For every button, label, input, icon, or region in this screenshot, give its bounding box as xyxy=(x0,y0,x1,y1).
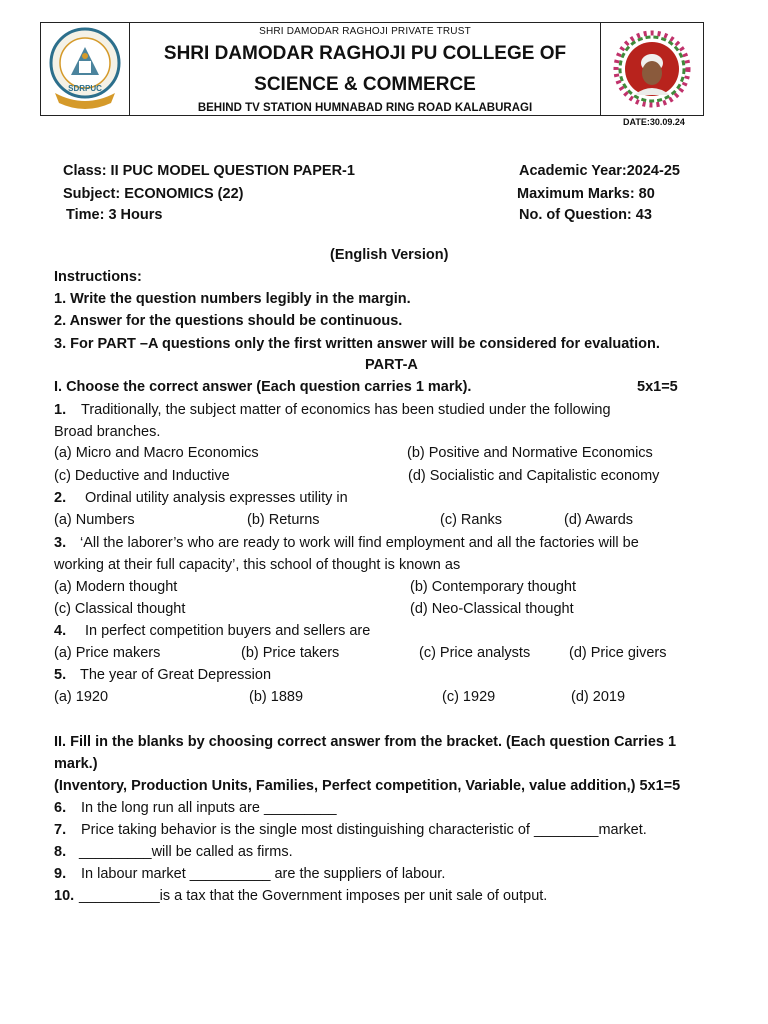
question-number: 6. xyxy=(54,800,67,816)
option: (c) 1929 xyxy=(442,689,496,705)
svg-text:SDRPUC: SDRPUC xyxy=(68,84,102,93)
portrait-wreath-icon xyxy=(601,23,703,115)
question-number: 2. xyxy=(54,490,67,506)
question-number: 1. xyxy=(54,402,67,418)
question-number: 4. xyxy=(54,623,67,639)
option: (b) Positive and Normative Economics xyxy=(407,445,653,461)
question-text: ‘All the laborer’s who are ready to work will find employment and all the factories will be xyxy=(80,535,639,551)
question-text: The year of Great Depression xyxy=(80,667,272,683)
instruction-item: 3. For PART –A questions only the first written answer will be considered for evaluation. xyxy=(54,336,660,352)
option: (d) 2019 xyxy=(571,689,626,705)
option: (d) Neo-Classical thought xyxy=(410,601,574,617)
time-info: Time: 3 Hours xyxy=(66,207,163,223)
version-label: (English Version) xyxy=(330,247,449,263)
question-number: 7. xyxy=(54,822,67,838)
section-2-bracket: (Inventory, Production Units, Families, Perfect competition, Variable, value addition,) 5x1=5 xyxy=(54,778,681,794)
question-text: _________will be called as firms. xyxy=(79,844,293,860)
option: (b) Contemporary thought xyxy=(410,579,577,595)
section-1-heading: I. Choose the correct answer (Each question carries 1 mark). xyxy=(54,379,472,395)
option: (d) Socialistic and Capitalistic economy xyxy=(408,468,660,484)
paper-date: DATE:30.09.24 xyxy=(623,117,685,127)
question-number: 5. xyxy=(54,667,67,683)
option: (a) Micro and Macro Economics xyxy=(54,445,259,461)
question-text: In labour market __________ are the suppliers of labour. xyxy=(81,866,446,882)
question-text: In perfect competition buyers and sellers are xyxy=(85,623,371,639)
college-title-block xyxy=(129,23,601,115)
logo-emblem-icon xyxy=(41,23,129,115)
question-text: Ordinal utility analysis expresses utility in xyxy=(85,490,348,506)
question-count: No. of Question: 43 xyxy=(519,207,652,223)
option: (b) Returns xyxy=(247,512,320,528)
part-a-heading: PART-A xyxy=(365,357,418,373)
college-name-line2: SCIENCE & COMMERCE xyxy=(254,74,476,95)
option: (a) Price makers xyxy=(54,645,161,661)
option: (a) 1920 xyxy=(54,689,109,705)
option: (c) Classical thought xyxy=(54,601,186,617)
option: (b) 1889 xyxy=(249,689,304,705)
max-marks: Maximum Marks: 80 xyxy=(517,186,655,202)
option: (a) Modern thought xyxy=(54,579,178,595)
subject-info: Subject: ECONOMICS (22) xyxy=(63,186,244,202)
option: (b) Price takers xyxy=(241,645,340,661)
option: (a) Numbers xyxy=(54,512,135,528)
question-number: 3. xyxy=(54,535,67,551)
question-text: __________is a tax that the Government imposes per unit sale of output. xyxy=(79,888,548,904)
college-logo xyxy=(41,23,130,115)
instructions-title: Instructions: xyxy=(54,269,142,285)
question-text: In the long run all inputs are _________ xyxy=(81,800,337,816)
option: (c) Deductive and Inductive xyxy=(54,468,230,484)
founder-photo xyxy=(600,23,703,115)
option: (d) Awards xyxy=(564,512,634,528)
question-text: working at their full capacity’, this school of thought is known as xyxy=(54,557,461,573)
question-number: 8. xyxy=(54,844,67,860)
college-name-line1: SHRI DAMODAR RAGHOJI PU COLLEGE OF xyxy=(163,43,567,64)
trust-name: SHRI DAMODAR RAGHOJI PRIVATE TRUST xyxy=(259,26,471,37)
section-2-heading: II. Fill in the blanks by choosing correct answer from the bracket. (Each question Carries 1 xyxy=(54,734,677,750)
question-text: Broad branches. xyxy=(54,424,161,440)
option: (c) Ranks xyxy=(440,512,503,528)
question-number: 9. xyxy=(54,866,67,882)
section-2-heading-cont: mark.) xyxy=(54,756,98,772)
option: (c) Price analysts xyxy=(419,645,531,661)
question-text: Traditionally, the subject matter of economics has been studied under the following xyxy=(81,402,611,418)
class-info: Class: II PUC MODEL QUESTION PAPER-1 xyxy=(63,163,355,179)
header-box xyxy=(40,22,704,116)
question-text: Price taking behavior is the single most distinguishing characteristic of ________market. xyxy=(81,822,647,838)
instruction-item: 1. Write the question numbers legibly in the margin. xyxy=(54,291,411,307)
academic-year: Academic Year:2024-25 xyxy=(519,163,680,179)
section-1-marks: 5x1=5 xyxy=(637,379,678,395)
instruction-item: 2. Answer for the questions should be continuous. xyxy=(54,313,403,329)
question-number: 10. xyxy=(54,888,75,904)
college-address: BEHIND TV STATION HUMNABAD RING ROAD KALABURAGI xyxy=(197,102,533,114)
option: (d) Price givers xyxy=(569,645,667,661)
